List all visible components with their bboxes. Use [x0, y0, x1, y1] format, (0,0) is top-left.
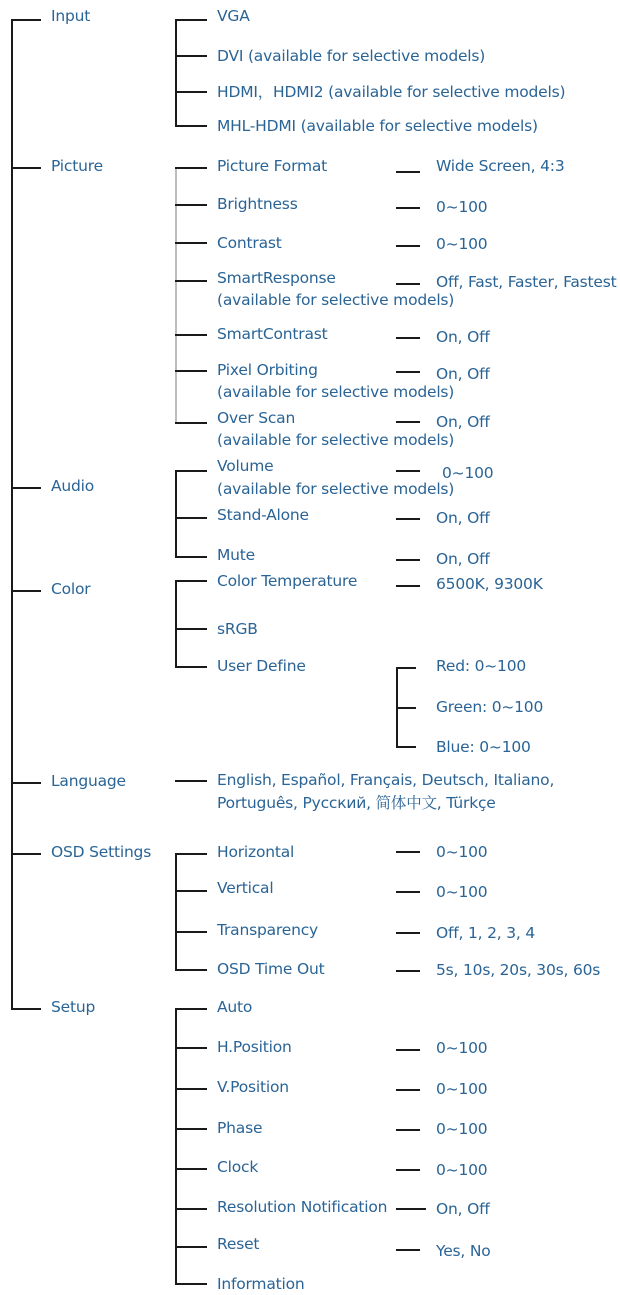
connector [175, 280, 207, 282]
audio-item-name: Stand-Alone [217, 506, 309, 524]
value-dash [396, 171, 420, 173]
language-options: Português, Русский, 简体中文, Türkçe [217, 794, 496, 812]
picture-item-value: On, Off [436, 328, 490, 346]
osd-item-value: 0~100 [436, 843, 488, 861]
audio-item-value: 0~100 [442, 464, 494, 482]
picture-item-name: SmartContrast [217, 325, 328, 343]
value-dash [396, 851, 420, 853]
value-dash [396, 970, 420, 972]
category-osd-settings: OSD Settings [51, 843, 152, 861]
osd-item-name: Transparency [217, 921, 318, 939]
picture-item-value: Off, Fast, Faster, Fastest [436, 273, 617, 291]
color-item-name: User Define [217, 657, 306, 675]
setup-item-value: On, Off [436, 1200, 490, 1218]
connector [175, 666, 207, 668]
setup-item-name: Resolution Notification [217, 1198, 388, 1216]
connector [175, 1246, 207, 1248]
audio-item-note: (available for selective models) [217, 480, 455, 498]
connector [175, 19, 207, 21]
setup-item-name: H.Position [217, 1038, 292, 1056]
picture-item-name: Brightness [217, 195, 298, 213]
input-item: DVI (available for selective models) [217, 47, 486, 65]
value-dash [396, 585, 420, 587]
category-input: Input [51, 7, 91, 25]
connector [175, 890, 207, 892]
value-dash [396, 1249, 420, 1251]
connector [11, 167, 41, 169]
setup-item-value: 0~100 [436, 1120, 488, 1138]
value-dash [396, 1169, 420, 1171]
connector [11, 853, 41, 855]
connector [175, 628, 207, 630]
setup-item-value: 0~100 [436, 1039, 488, 1057]
value-dash [396, 470, 420, 472]
connector [175, 1283, 207, 1285]
value-dash [396, 337, 420, 339]
connector [175, 1128, 207, 1130]
value-dash [396, 1208, 426, 1210]
language-options: English, Español, Français, Deutsch, Italiano, [217, 771, 555, 789]
picture-item-name: Contrast [217, 234, 282, 252]
connector [175, 1208, 207, 1210]
connector [11, 590, 41, 592]
picture-item-name: Over Scan [217, 409, 296, 427]
picture-item-name: Picture Format [217, 157, 328, 175]
setup-item-value: Yes, No [436, 1242, 491, 1260]
connector [175, 370, 207, 372]
picture-item-value: 0~100 [436, 198, 488, 216]
connector [175, 242, 207, 244]
audio-item-value: On, Off [436, 550, 490, 568]
value-dash [396, 371, 420, 373]
connector [11, 19, 41, 21]
connector [175, 556, 207, 558]
picture-item-value: On, Off [436, 413, 490, 431]
connector [175, 422, 207, 424]
value-dash [396, 518, 420, 520]
color-user-define-sub: Red: 0~100 [436, 657, 527, 675]
osd-item-value: Off, 1, 2, 3, 4 [436, 924, 535, 942]
picture-item-value: Wide Screen, 4:3 [436, 157, 565, 175]
connector [175, 1047, 207, 1049]
value-dash [396, 891, 420, 893]
input-item: MHL-HDMI (available for selective models) [217, 117, 538, 135]
setup-item-name: Clock [217, 1158, 259, 1176]
branch-line [175, 470, 177, 558]
color-item-name: sRGB [217, 620, 258, 638]
connector [175, 969, 207, 971]
connector [396, 746, 416, 748]
setup-item-name: Reset [217, 1235, 260, 1253]
connector [175, 580, 207, 582]
connector [175, 125, 207, 127]
setup-item-name: Auto [217, 998, 253, 1016]
category-language: Language [51, 772, 126, 790]
color-user-define-sub: Blue: 0~100 [436, 738, 531, 756]
category-setup: Setup [51, 998, 96, 1016]
setup-item-name: Information [217, 1275, 305, 1293]
picture-item-name: Pixel Orbiting [217, 361, 318, 379]
color-user-define-sub: Green: 0~100 [436, 698, 544, 716]
value-dash [396, 1129, 420, 1131]
picture-item-note: (available for selective models) [217, 431, 455, 449]
category-color: Color [51, 580, 91, 598]
connector [175, 931, 207, 933]
osd-item-name: Horizontal [217, 843, 295, 861]
category-audio: Audio [51, 477, 95, 495]
audio-item-value: On, Off [436, 509, 490, 527]
connector [396, 667, 416, 669]
picture-item-note: (available for selective models) [217, 383, 455, 401]
color-item-name: Color Temperature [217, 572, 358, 590]
branch-line [175, 580, 177, 668]
connector [175, 167, 207, 169]
input-item: VGA [217, 7, 250, 25]
connector [175, 204, 207, 206]
picture-item-value: 0~100 [436, 235, 488, 253]
branch-line [175, 1008, 177, 1284]
connector [175, 334, 207, 336]
category-picture: Picture [51, 157, 103, 175]
connector [175, 780, 207, 782]
connector [175, 1008, 207, 1010]
setup-item-name: Phase [217, 1119, 263, 1137]
value-dash [396, 1049, 420, 1051]
input-item: HDMI，HDMI2 (available for selective models) [217, 83, 566, 101]
osd-item-value: 0~100 [436, 883, 488, 901]
value-dash [396, 932, 420, 934]
value-dash [396, 559, 420, 561]
osd-item-value: 5s, 10s, 20s, 30s, 60s [436, 961, 601, 979]
connector [175, 470, 207, 472]
value-dash [396, 421, 420, 423]
connector [396, 707, 416, 709]
branch-line [175, 19, 177, 127]
osd-item-name: OSD Time Out [217, 960, 325, 978]
picture-item-name: SmartResponse [217, 269, 336, 287]
value-dash [396, 207, 420, 209]
audio-item-name: Mute [217, 546, 256, 564]
connector [175, 853, 207, 855]
setup-item-name: V.Position [217, 1078, 289, 1096]
picture-item-note: (available for selective models) [217, 291, 455, 309]
color-item-value: 6500K, 9300K [436, 575, 543, 593]
connector [175, 1168, 207, 1170]
value-dash [396, 1089, 420, 1091]
value-dash [396, 283, 420, 285]
connector [175, 517, 207, 519]
connector [11, 1008, 41, 1010]
setup-item-value: 0~100 [436, 1161, 488, 1179]
value-dash [396, 245, 420, 247]
connector [175, 1088, 207, 1090]
connector [175, 55, 207, 57]
branch-line [175, 853, 177, 971]
setup-item-value: 0~100 [436, 1080, 488, 1098]
picture-item-value: On, Off [436, 365, 490, 383]
osd-item-name: Vertical [217, 879, 274, 897]
connector [11, 487, 41, 489]
audio-item-name: Volume [217, 457, 274, 475]
connector [175, 91, 207, 93]
connector [11, 782, 41, 784]
